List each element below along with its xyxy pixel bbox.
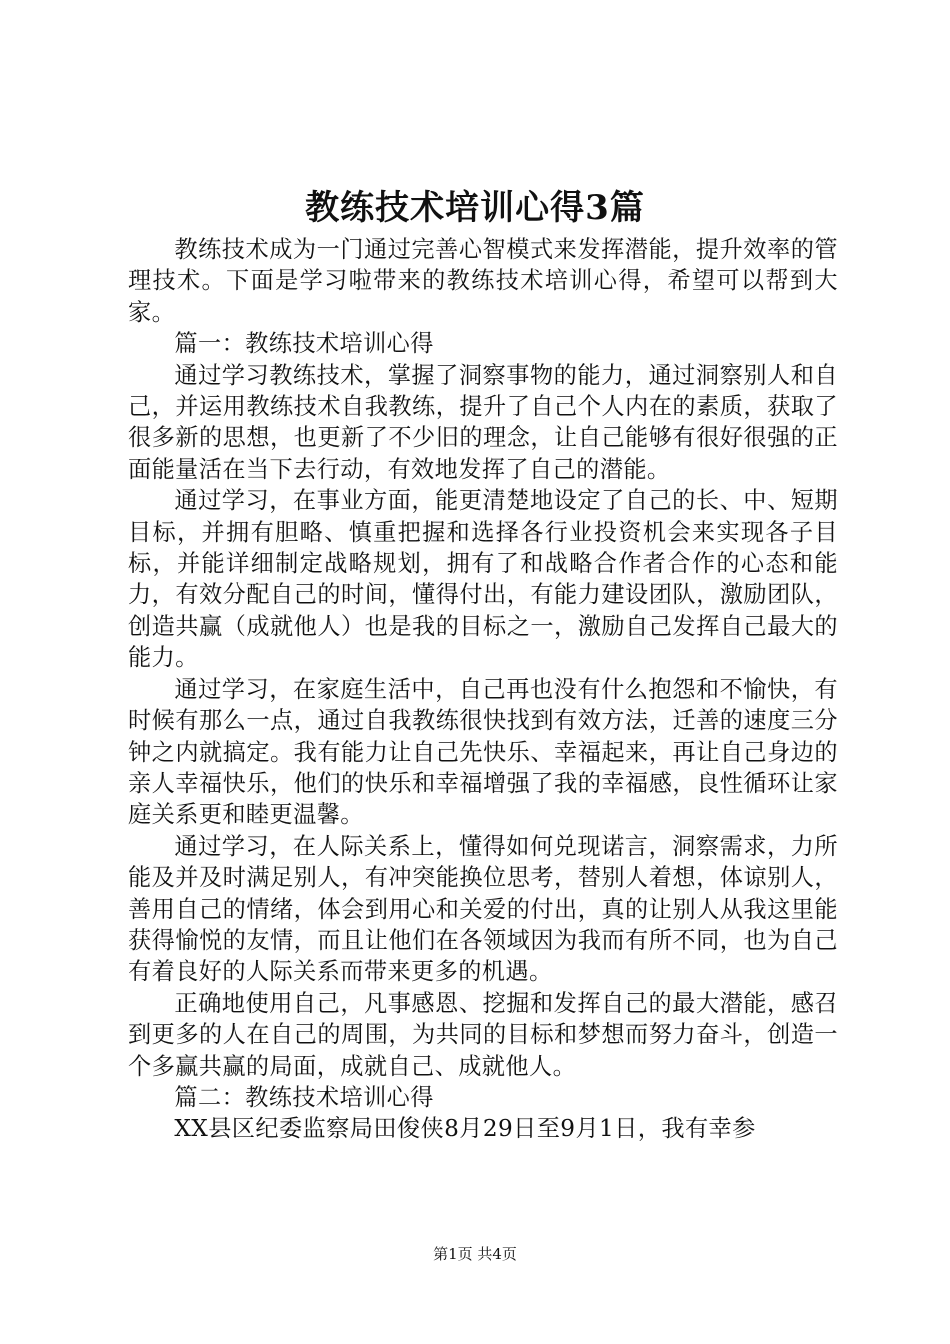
paragraph-6: XX县区纪委监察局田俊侠8月29日至9月1日，我有幸参 — [174, 1115, 756, 1143]
paragraph-4: 通过学习，在人际关系上，懂得如何兑现诺言，洞察需求，力所能及并及时满足别人，有冲突能换位思考，替别人着想，体谅别人，善用自己的情绪，体会到用心和关爱的付出，真的让别人从我这里能获得愉悦的友情，而且让他们在各领域因为我而有所不同，也为自己有着良好的人际关系而带来更多的机遇。 — [128, 832, 838, 986]
paragraph-1: 通过学习教练技术，掌握了洞察事物的能力，通过洞察别人和自己，并运用教练技术自我教练，提升了自己个人内在的素质，获取了很多新的思想，也更新了不少旧的理念，让自己能够有很好很强的正面能量活在当下去行动，有效地发挥了自己的潜能。 — [128, 361, 838, 483]
document-body — [128, 234, 838, 1145]
section-heading-2: 篇二：教练技术培训心得 — [174, 1083, 434, 1111]
paragraph-3: 通过学习，在家庭生活中，自己再也没有什么抱怨和不愉快，有时候有那么一点，通过自我教练很快找到有效方法，迁善的速度三分钟之内就搞定。我有能力让自己先快乐、幸福起来，再让自己身边的亲人幸福快乐，他们的快乐和幸福增强了我的幸福感，良性循环让家庭关系更和睦更温馨。 — [128, 675, 838, 829]
paragraph-5: 正确地使用自己，凡事感恩、挖掘和发挥自己的最大潜能，感召到更多的人在自己的周围，为共同的目标和梦想而努力奋斗，创造一个多赢共赢的局面，成就自己、成就他人。 — [128, 989, 838, 1080]
section-heading-1: 篇一：教练技术培训心得 — [174, 330, 434, 358]
paragraph-intro: 教练技术成为一门通过完善心智模式来发挥潜能，提升效率的管理技术。下面是学习啦带来的教练技术培训心得，希望可以帮到大家。 — [128, 236, 838, 326]
page-footer: 第1页 共4页 — [433, 1245, 517, 1263]
document-title: 教练技术培训心得3篇 — [305, 188, 645, 228]
paragraph-2: 通过学习，在事业方面，能更清楚地设定了自己的长、中、短期目标，并拥有胆略、慎重把握和选择各行业投资机会来实现各子目标，并能详细制定战略规划，拥有了和战略合作者合作的心态和能力，有效分配自己的时间，懂得付出，有能力建设团队，激励团队，创造共赢（成就他人）也是我的目标之一，激励自己发挥自己最大的能力。 — [128, 487, 838, 672]
